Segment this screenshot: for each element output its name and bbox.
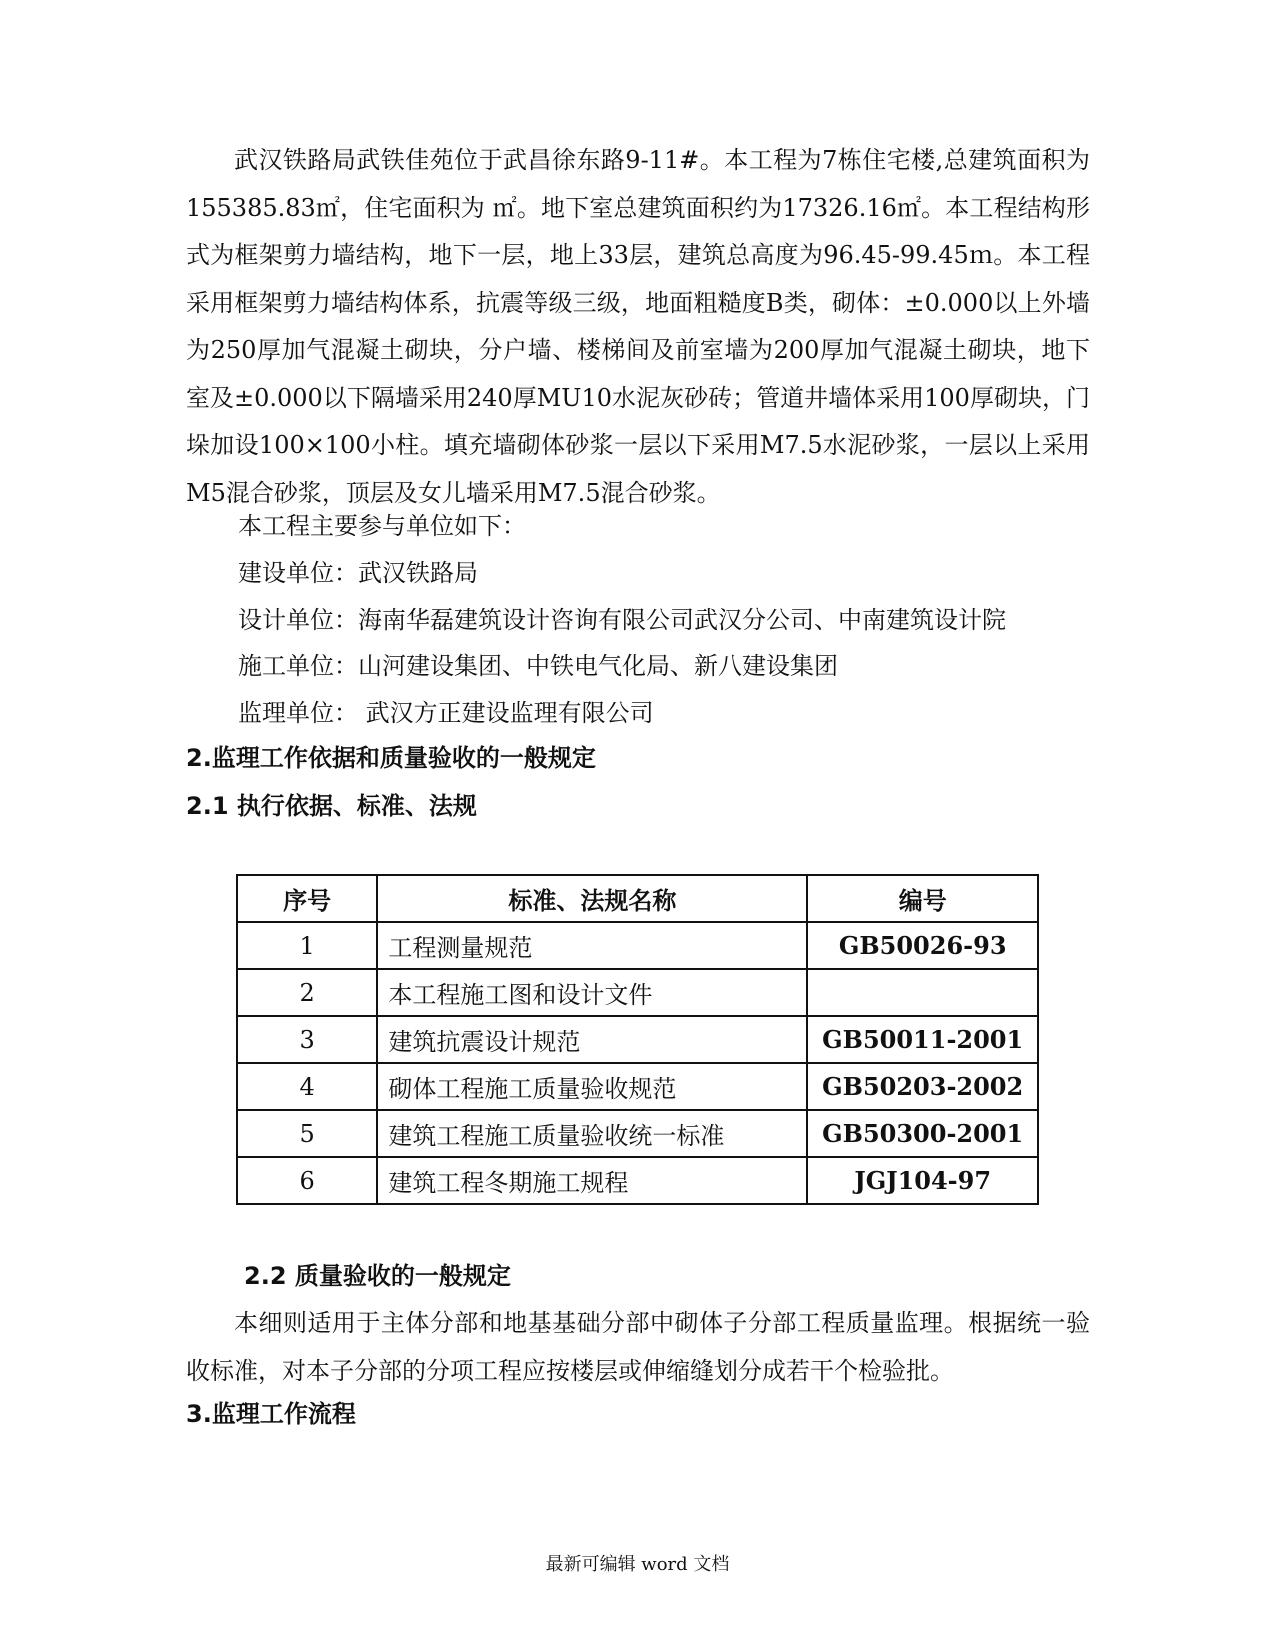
- participants-intro: 本工程主要参与单位如下：: [238, 512, 526, 540]
- row-name: 工程测量规范: [377, 922, 807, 969]
- section2-1-title: 2.1 执行依据、标准、法规: [186, 792, 477, 820]
- section3-title: 3.监理工作流程: [186, 1400, 356, 1428]
- row-code: GB50026-93: [807, 922, 1038, 969]
- table-header-row: [237, 875, 1038, 922]
- intro-paragraph: 武汉铁路局武铁佳苑位于武昌徐东路9-11#。本工程为7栋住宅楼,总建筑面积为155385.83㎡，住宅面积为 ㎡。地下室总建筑面积约为17326.16㎡。本工程结构形式为框架剪力墙结构，地下一层，地上33层，建筑总高度为96.45-99.45ｍ。本工程采用框架剪力墙结构体系，抗震等级三级，地面粗糙度B类，砌体：±0.000以上外墙为250厚加气混凝土砌块，分户墙、楼梯间及前室墙为200厚加气混凝土砌块，地下室及±0.000以下隔墙采用240厚MU10水泥灰砂砖；管道井墙体采用100厚砌块，门垛加设100×100小柱。填充墙砌体砂浆一层以下采用M7.5水泥砂浆，一层以上采用M5混合砂浆，顶层及女儿墙采用M7.5混合砂浆。: [186, 146, 1090, 507]
- row-name: 建筑工程施工质量验收统一标准: [377, 1110, 807, 1157]
- participant-owner: 建设单位：武汉铁路局: [238, 559, 478, 587]
- row-code: GB50203-2002: [807, 1063, 1038, 1110]
- table-row: [237, 969, 1038, 1016]
- row-code: GB50300-2001: [807, 1110, 1038, 1157]
- participant-supervisor: 监理单位： 武汉方正建设监理有限公司: [238, 699, 654, 727]
- table-row: [237, 1110, 1038, 1157]
- row-name: 建筑工程冬期施工规程: [377, 1157, 807, 1204]
- section2-2-title: 2.2 质量验收的一般规定: [244, 1262, 511, 1290]
- participant-contractor: 施工单位：山河建设集团、中铁电气化局、新八建设集团: [238, 652, 838, 680]
- row-index: 4: [237, 1063, 377, 1110]
- header-index: 序号: [237, 875, 377, 922]
- table-row: [237, 1016, 1038, 1063]
- header-name: 标准、法规名称: [377, 875, 807, 922]
- row-index: 1: [237, 922, 377, 969]
- row-name: 砌体工程施工质量验收规范: [377, 1063, 807, 1110]
- row-code: [807, 969, 1038, 1016]
- participant-designer: 设计单位：海南华磊建筑设计咨询有限公司武汉分公司、中南建筑设计院: [238, 606, 1006, 634]
- table-row: [237, 1157, 1038, 1204]
- row-code: JGJ104-97: [807, 1157, 1038, 1204]
- row-name: 本工程施工图和设计文件: [377, 969, 807, 1016]
- table-row: [237, 1063, 1038, 1110]
- row-name: 建筑抗震设计规范: [377, 1016, 807, 1063]
- row-index: 5: [237, 1110, 377, 1157]
- section2-title: 2.监理工作依据和质量验收的一般规定: [186, 744, 596, 772]
- page-footer: 最新可编辑 word 文档: [545, 1554, 730, 1575]
- section2-2-paragraph: 本细则适用于主体分部和地基基础分部中砌体子分部工程质量监理。根据统一验收标准，对本子分部的分项工程应按楼层或伸缩缝划分成若干个检验批。: [186, 1309, 1090, 1385]
- row-index: 2: [237, 969, 377, 1016]
- header-code: 编号: [807, 875, 1038, 922]
- table-row: [237, 922, 1038, 969]
- row-code: GB50011-2001: [807, 1016, 1038, 1063]
- row-index: 3: [237, 1016, 377, 1063]
- standards-table: [236, 874, 1039, 1205]
- row-index: 6: [237, 1157, 377, 1204]
